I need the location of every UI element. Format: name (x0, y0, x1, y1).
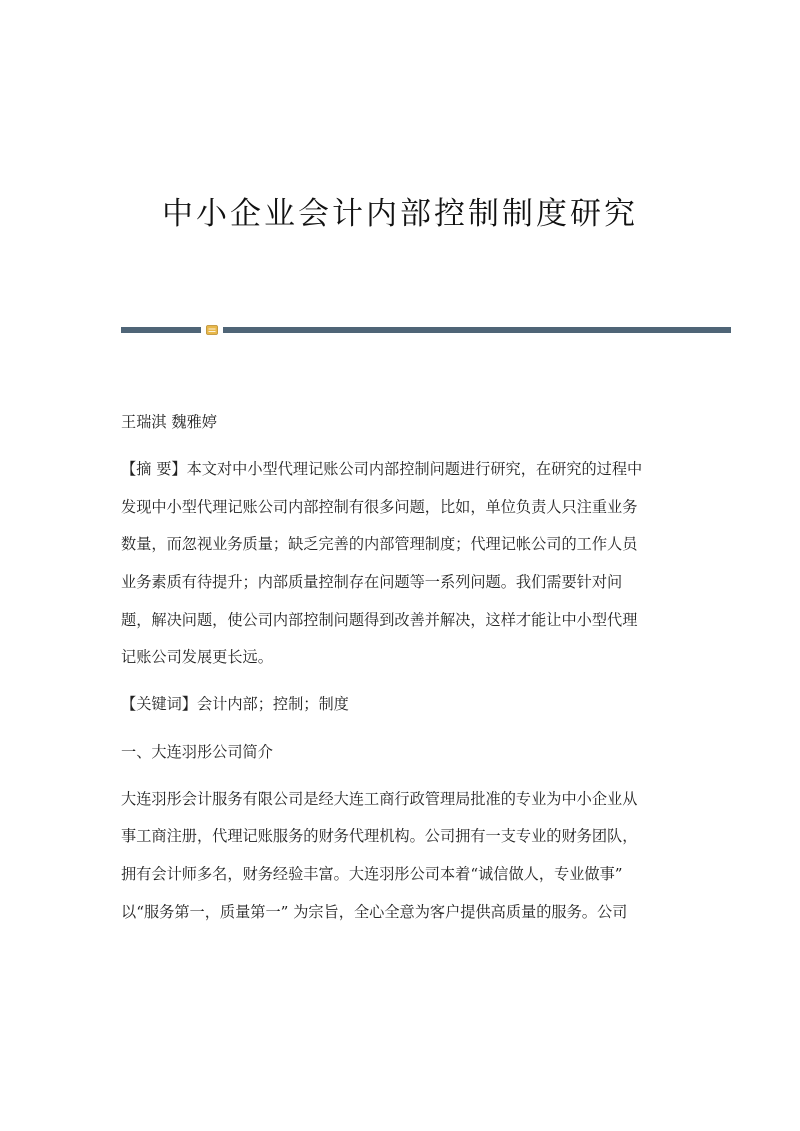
abstract-line: 发现中小型代理记账公司内部控制有很多问题，比如，单位负责人只注重业务 (121, 497, 638, 516)
document-title: 中小企业会计内部控制制度研究 (162, 196, 638, 232)
title-divider (121, 324, 731, 338)
body-line: 大连羽彤会计服务有限公司是经大连工商行政管理局批准的专业为中小企业从 (121, 789, 638, 808)
abstract-line: 业务素质有待提升；内部质量控制存在问题等一系列问题。我们需要针对问 (121, 572, 623, 591)
body-line: 拥有会计师多名，财务经验丰富。大连羽彤公司本着“诚信做人，专业做事” (121, 864, 623, 883)
abstract-line: 题，解决问题，使公司内部控制问题得到改善并解决，这样才能让中小型代理 (121, 610, 638, 629)
divider-bar-left (121, 327, 201, 333)
abstract (121, 451, 681, 677)
body-line: 以“服务第一，质量第一” 为宗旨，全心全意为客户提供高质量的服务。公司 (121, 902, 628, 921)
body-paragraph (121, 781, 681, 931)
divider-bar-right (223, 327, 731, 333)
document-badge-icon (206, 324, 218, 336)
document-body (121, 404, 681, 931)
abstract-line: 数量，而忽视业务质量；缺乏完善的内部管理制度；代理记帐公司的工作人员 (121, 535, 638, 554)
authors: 王瑞淇 魏雅婷 (121, 413, 217, 431)
section-heading: 一、大连羽彤公司简介 (121, 742, 273, 761)
abstract-line: 【摘 要】本文对中小型代理记账公司内部控制问题进行研究，在研究的过程中 (121, 460, 643, 479)
body-line: 事工商注册，代理记账服务的财务代理机构。公司拥有一支专业的财务团队， (121, 827, 638, 846)
keywords: 【关键词】会计内部；控制；制度 (121, 695, 349, 714)
abstract-line: 记账公司发展更长远。 (121, 648, 273, 667)
